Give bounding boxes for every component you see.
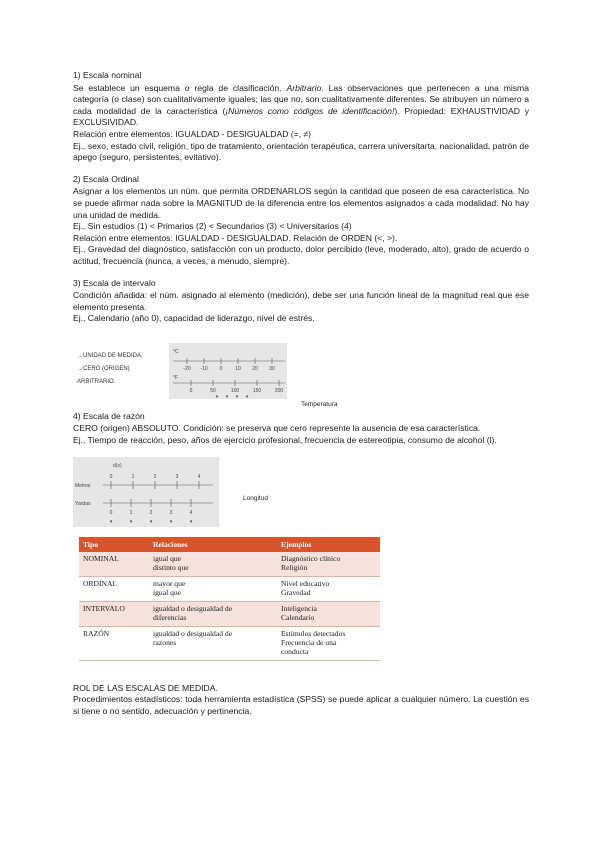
cell-relaciones [149, 626, 277, 660]
paragraph [73, 233, 529, 245]
text-run: Ej., Sin estudios (1) < Primarios (2) < Secundarios (3) < Universitarios (4) [73, 221, 352, 232]
yards-tick-label: 1 [129, 509, 133, 516]
pointer-mark: ▾ [245, 393, 249, 399]
pointer-mark: ▾ [225, 393, 229, 399]
length-caption: Longitud [243, 494, 268, 502]
cell-ejemplos [277, 552, 380, 576]
figure-label-unit: →UNIDAD DE MEDIDA. [77, 352, 143, 359]
cell-line: conducta [281, 647, 309, 657]
meters-tick-label: 3 [175, 473, 179, 480]
closing-section [73, 683, 529, 718]
fahrenheit-tick-label: 150 [252, 387, 262, 394]
emphasis-text: ¡Números como códigos de identificación! [225, 105, 395, 116]
cell-line: Estímulos detectados [281, 628, 346, 638]
text-run: Ej., Gravedad del diagnóstico, satisfacción con un producto, dolor percibido (leve, moderado, alto), grado de acuerdo o actitud, frecuencia (nunca, a veces, a menudo, siempre). [73, 244, 529, 266]
closing-text: Procedimientos estadísticos: toda herramienta estadística (SPSS) se puede aplicar a cualquier número. La cuestión es si tiene o no sentido, adecuación y pertinencia. [73, 694, 529, 716]
celsius-tick-label: -20 [183, 365, 191, 372]
cell-relaciones [149, 576, 277, 601]
pointer-mark: ▾ [149, 518, 153, 525]
header-tipo: Tipo [79, 537, 149, 552]
text-run: Condición añadida: el núm. asignado al elemento (medición), debe ser una función lineal de la magnitud real que ese elemento presenta. [73, 290, 529, 312]
section-heading: 4) Escala de razón [73, 410, 145, 421]
cell-ejemplos [277, 626, 380, 660]
text-run: . Las observaciones que pertenecen a una misma categoría (o clase) son cualitativamente iguales; las que no, son cualitativamente diferentes. Se atribuyen un número a cada modalidad de la característica ( [73, 82, 529, 116]
paragraph [73, 129, 529, 141]
cell-relaciones [149, 552, 277, 576]
pointer-mark: ▾ [109, 518, 113, 525]
pointer-mark: ▾ [235, 393, 239, 399]
meters-tick-label: 0 [109, 473, 113, 480]
cell-tipo: RAZÓN [79, 626, 149, 660]
cell-relaciones [149, 601, 277, 626]
celsius-label: °C [173, 348, 179, 355]
cell-line: igual que [153, 554, 182, 564]
header-relaciones: Relaciones [149, 537, 277, 552]
cell-line: igual que [153, 588, 182, 598]
pointer-mark: ▾ [169, 518, 173, 525]
table-row [79, 626, 380, 660]
length-figure [73, 457, 529, 527]
temperature-scale-panel [169, 343, 287, 399]
length-function-label: d(x) [113, 462, 122, 469]
text-run: Relación entre elementos: IGUALDAD - DESIGUALDAD (=, ≠) [73, 128, 312, 139]
section-3 [73, 278, 529, 325]
cell-line: Diagnóstico clínico [281, 554, 341, 564]
text-run: Ej., sexo, estado civil, religión, tipo de tratamiento, orientación terapéutica, carrera universitarta, nacionalidad, patrón de apego (seguro, persistentes, evitativo). [73, 140, 529, 163]
cell-ejemplos [277, 576, 380, 601]
cell-line: razones [153, 637, 177, 647]
paragraph [73, 435, 529, 447]
cell-tipo: ORDINAL [79, 576, 149, 601]
figure-label-arbitrary: ARBITRARIO. [77, 378, 116, 385]
paragraph [73, 186, 529, 221]
cell-line: diferencias [153, 613, 187, 623]
temperature-figure [73, 335, 529, 408]
cell-line: Inteligencia [281, 603, 317, 613]
paragraph [73, 141, 529, 164]
scale-sections [73, 70, 529, 325]
text-run: Ej., Tiempo de reacción, peso, años de ejercicio profesional, frecuencia de estereotipia, consumo de alcohol (l). [73, 435, 497, 446]
pointer-mark: ▾ [215, 393, 219, 399]
text-run: Asignar a los elementos un núm. que permita ORDENARLOS según la cantidad que poseen de esa característica. No se puede afirmar nada sobre la MAGNITUD de la diferencia entre los elementos asignados a cada modalidad. No hay una unidad de medida. [73, 186, 529, 220]
section-heading: 3) Escala de intervalo [73, 277, 156, 288]
text-run: Ej., Calendario (año 0), capacidad de liderazgo, nivel de estrés. [73, 313, 315, 324]
cell-tipo: NOMINAL [79, 552, 149, 576]
pointer-mark: ▾ [189, 518, 193, 525]
length-scale-panel [73, 457, 219, 527]
table-row [79, 552, 380, 576]
yards-label: Yardas [75, 500, 91, 507]
meters-tick-label: 1 [131, 473, 135, 480]
header-ejemplos: Ejemplos [277, 537, 380, 552]
text-run: Relación entre elementos: IGUALDAD - DESIGUALDAD. Relación de ORDEN (<, >). [73, 232, 398, 243]
temperature-caption: Temperatura [301, 400, 338, 408]
pointer-mark: ▾ [129, 518, 133, 525]
section-1 [73, 70, 529, 164]
scales-summary-table [79, 537, 380, 661]
cell-ejemplos [277, 601, 380, 626]
meters-tick-label: 2 [153, 473, 157, 480]
fahrenheit-label: °F [173, 374, 179, 381]
table-row [79, 576, 380, 601]
fahrenheit-tick-label: 50 [210, 387, 216, 394]
celsius-tick-label: 10 [235, 365, 241, 372]
cell-tipo: INTERVALO [79, 601, 149, 626]
celsius-tick-label: 0 [219, 365, 223, 372]
temperature-scale-graphic [169, 343, 287, 399]
paragraph [73, 423, 529, 435]
paragraph [73, 290, 529, 313]
text-run: CERO (origen) ABSOLUTO. Condición: se preserva que cero represente la ausencia de esa característica. [73, 423, 481, 434]
table-header-row [79, 537, 380, 552]
section-heading: 2) Escala Ordinal [73, 173, 139, 184]
length-scale-graphic [73, 457, 219, 527]
cell-line: Religión [281, 563, 308, 573]
emphasis-text: Arbitrario [286, 82, 322, 93]
meters-label: Metros [75, 482, 91, 489]
section-heading: 1) Escala nominal [73, 70, 142, 80]
celsius-tick-label: -10 [200, 365, 208, 372]
cell-line: igualdad o desigualdad de [153, 628, 233, 638]
paragraph [73, 313, 529, 325]
yards-tick-label: 4 [189, 509, 193, 516]
yards-tick-label: 0 [109, 509, 113, 516]
figure-label-zero: →CERO (ORIGEN) [77, 365, 130, 372]
cell-line: igualdad o desigualdad de [153, 603, 233, 613]
text-run: Se establece un esquema o regla de clasificación. [73, 82, 287, 93]
yards-tick-label: 2 [149, 509, 153, 516]
cell-line: Frecuencia de una [281, 637, 337, 647]
table-row [79, 601, 380, 626]
paragraph [73, 83, 529, 129]
document-page [73, 70, 529, 718]
cell-line: Gravedad [281, 588, 311, 598]
celsius-tick-label: 20 [252, 365, 258, 372]
section-2 [73, 174, 529, 268]
paragraph [73, 244, 529, 267]
fahrenheit-tick-label: 100 [230, 387, 240, 394]
fahrenheit-tick-label: 0 [189, 387, 193, 394]
section-ratio [73, 411, 529, 447]
closing-heading: ROL DE LAS ESCALAS DE MEDIDA. [73, 682, 218, 693]
cell-line: mayor que [153, 578, 186, 588]
paragraph [73, 221, 529, 233]
cell-line: Calendario [281, 613, 315, 623]
celsius-tick-label: 30 [269, 365, 275, 372]
text-run: ). Propiedad: EXHAUSTIVIDAD y EXCLUSIVIDAD. [73, 105, 529, 128]
cell-line: distinto que [153, 563, 189, 573]
meters-tick-label: 4 [197, 473, 201, 480]
yards-tick-label: 3 [169, 509, 173, 516]
cell-line: Nivel educativo [281, 578, 330, 588]
fahrenheit-tick-label: 200 [274, 387, 284, 394]
